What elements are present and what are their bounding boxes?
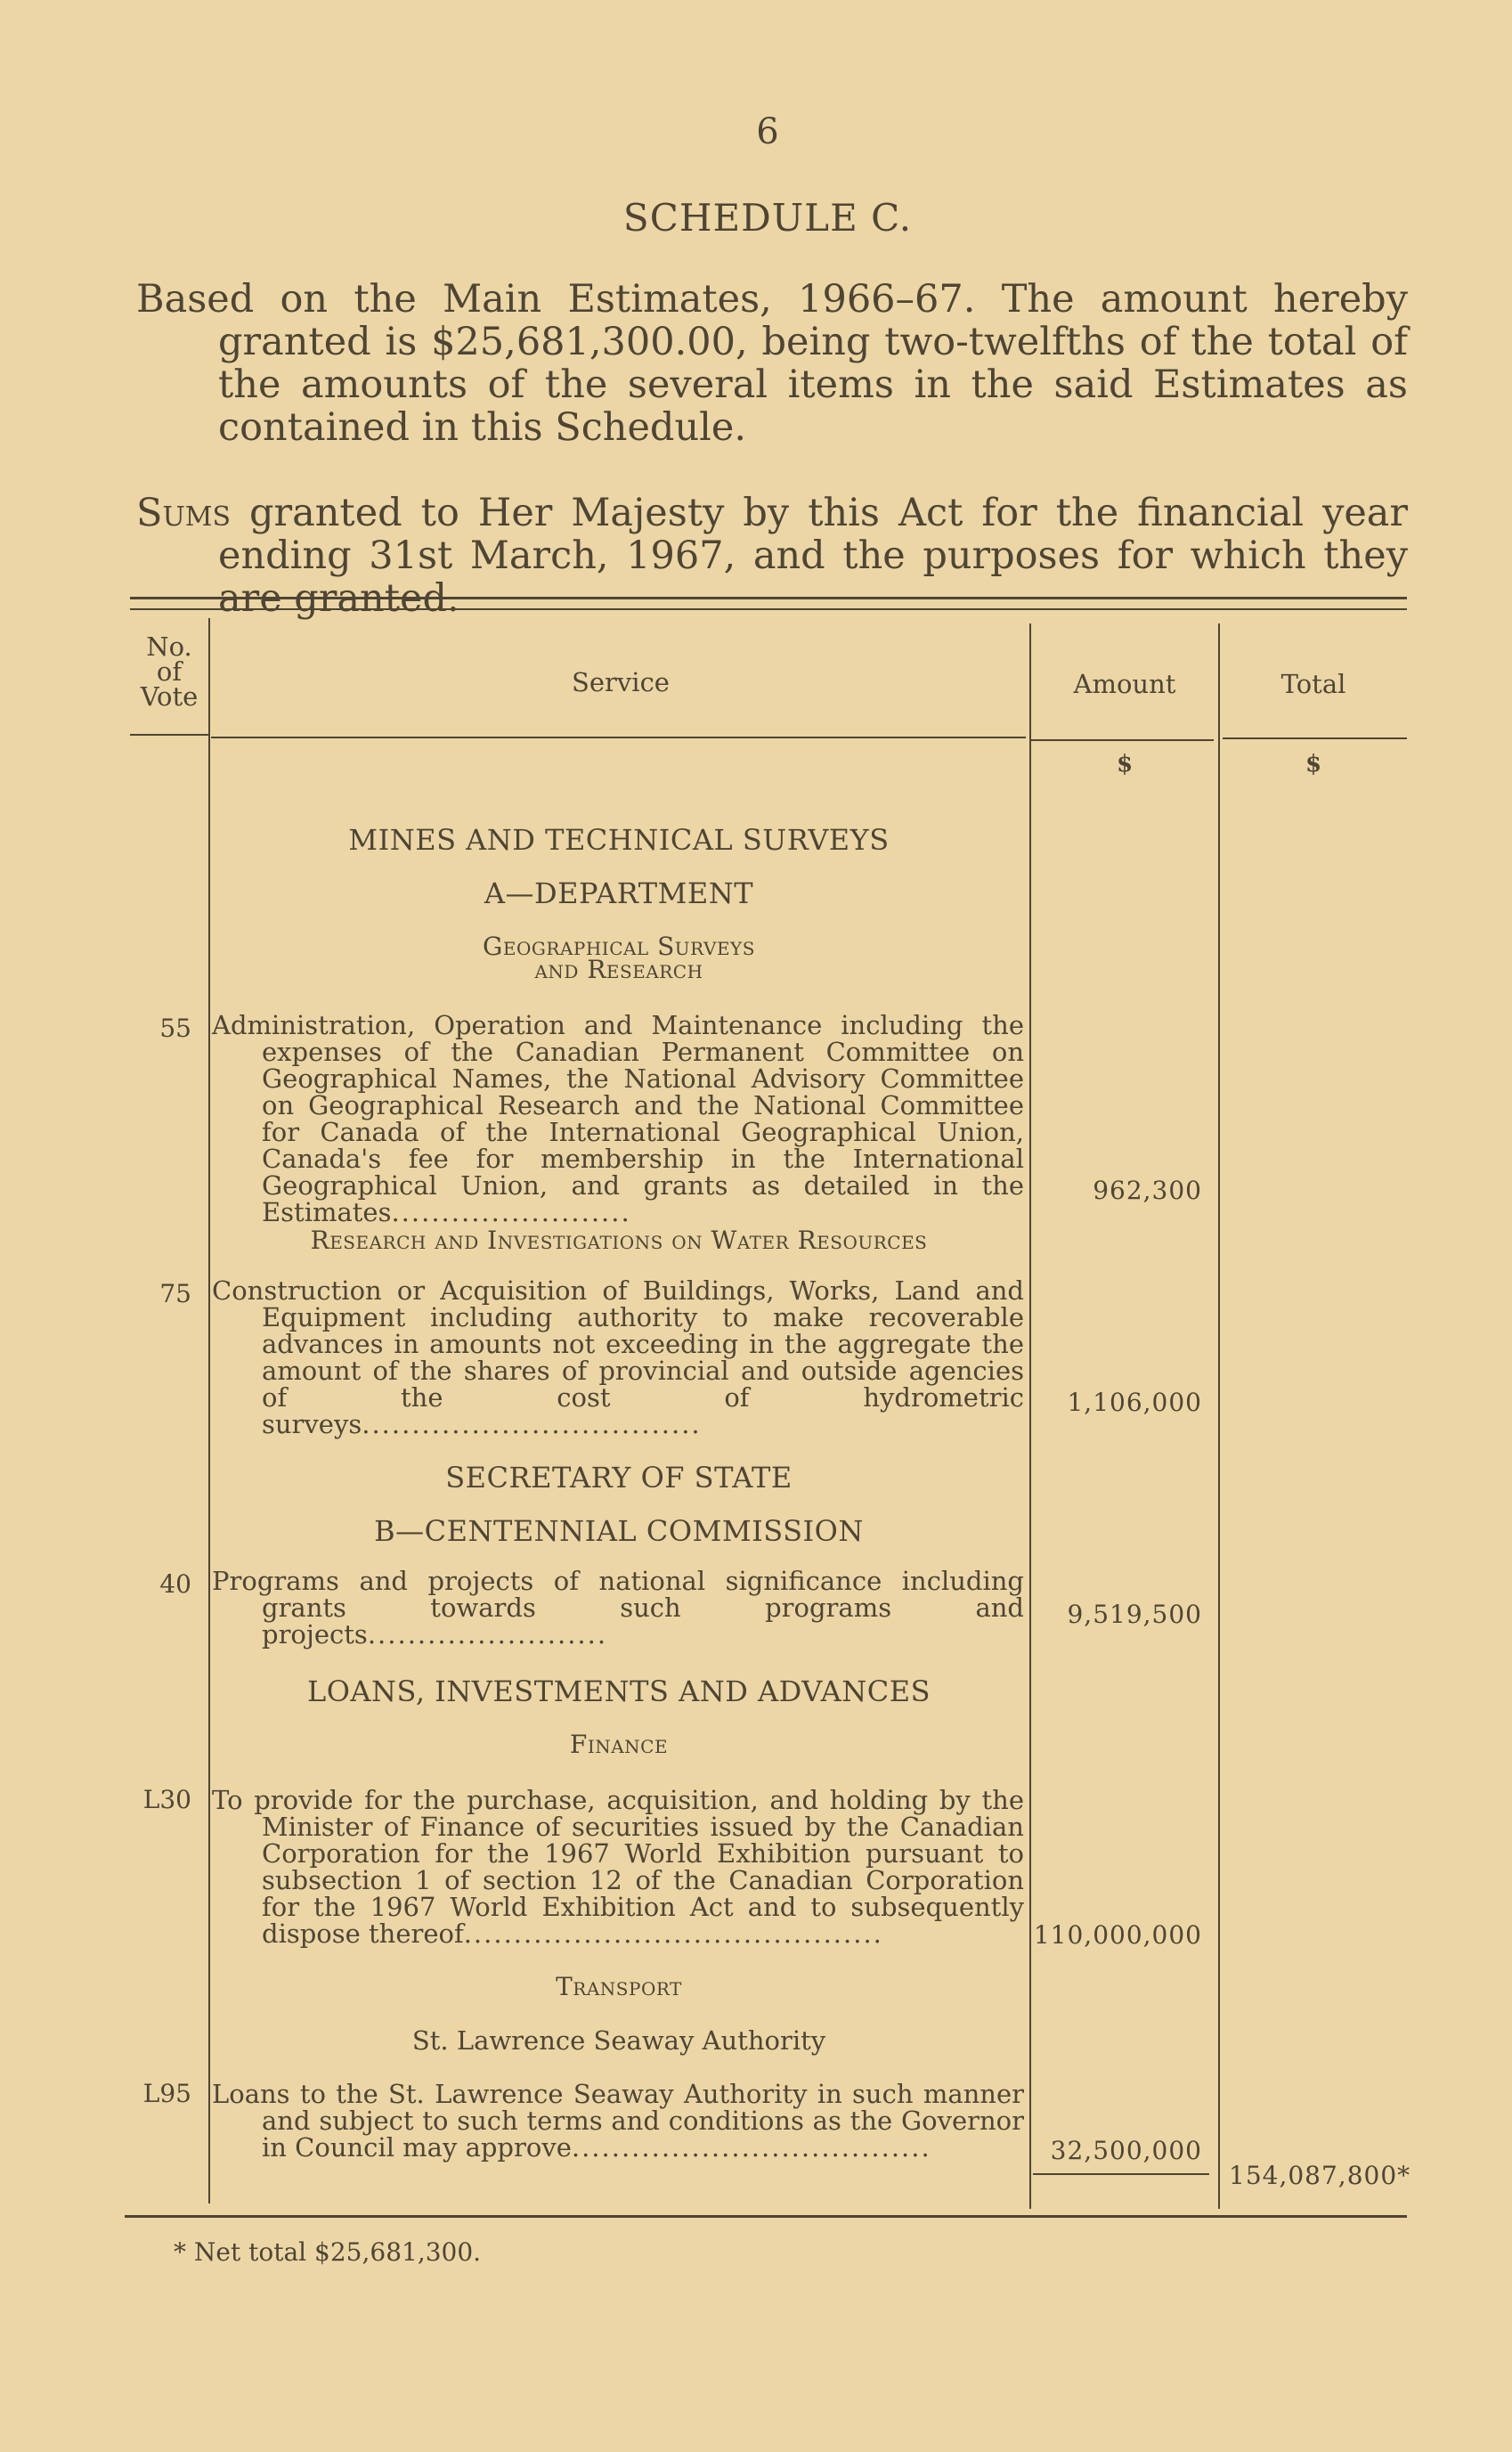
vote-header-line1: No. [146, 631, 192, 662]
column-header-amount: Amount [1073, 669, 1176, 699]
subsection-transport: Transport [556, 1972, 682, 2001]
column-header-service: Service [572, 667, 670, 697]
vote-description [212, 1568, 1024, 1648]
vote-amount: 32,500,000 [1050, 2136, 1202, 2165]
subsection-geographical [209, 932, 1028, 984]
vote-description-text: Loans to the St. Lawrence Seaway Authority in such manner and subject to such terms and conditions as the Governor in Council may approve [212, 2079, 1024, 2163]
vote-description-text: Administration, Operation and Maintenance including the expenses of the Canadian Permanent Committee on Geographical Names, the National Advisory Committee on Geographical Research and the National Committee for Canada of the International Geographical Union, Canada's fee for membership in the International Geographical Union, and grants as detailed in the Estimates [212, 1010, 1024, 1227]
sums-paragraph [136, 492, 1408, 620]
header-rule-total [1223, 737, 1407, 739]
leader-dots: ........................ [367, 1619, 608, 1650]
section-heading-department-a: A—DEPARTMENT [484, 876, 754, 910]
leader-dots: .......................................... [463, 1918, 883, 1949]
subsection-water-resources: Research and Investigations on Water Resources [310, 1226, 928, 1255]
vote-amount: 9,519,500 [1067, 1600, 1202, 1629]
sums-text [136, 491, 1408, 621]
column-header-vote [130, 631, 208, 712]
section-heading-mines: MINES AND TECHNICAL SURVEYS [348, 823, 890, 857]
section-heading-centennial: B—CENTENNIAL COMMISSION [374, 1514, 864, 1548]
leader-dots: .................................. [362, 1409, 702, 1439]
vote-description [212, 1012, 1024, 1226]
vote-number: L95 [142, 2079, 191, 2108]
vote-description [212, 2081, 1024, 2161]
subsection-seaway: St. Lawrence Seaway Authority [411, 2025, 826, 2056]
header-rule-vote [130, 734, 208, 736]
vote-number: 75 [159, 1279, 191, 1308]
vote-number: L30 [142, 1785, 191, 1814]
vote-description-text: Programs and projects of national significance including grants towards such programs and projects [212, 1566, 1024, 1650]
vote-amount: 1,106,000 [1067, 1388, 1202, 1417]
sums-rest: granted to Her Majesty by this Act for the financial year ending 31st March, 1967, and the purposes for which they are granted. [218, 491, 1408, 621]
leader-dots: ........................ [391, 1197, 631, 1227]
subsection-finance: Finance [569, 1730, 669, 1759]
vote-amount: 110,000,000 [1033, 1920, 1202, 1950]
amount-sum-rule [1033, 2173, 1209, 2175]
vote-number: 40 [159, 1569, 191, 1599]
section-heading-secretary: SECRETARY OF STATE [445, 1461, 793, 1495]
vote-description-text: To provide for the purchase, acquisition, and holding by the Minister of Finance of securities issued by the Canadian Corporation for the 1967 World Exhibition pursuant to subsection 1 of section 12 of the Canadian Corporation for the 1967 World Exhibition Act and to subsequently dispose thereof [212, 1785, 1024, 1949]
leader-dots: .................................... [571, 2132, 931, 2163]
vote-description-text: Construction or Acquisition of Buildings, Works, Land and Equipment including authority to make recoverable advances in amounts not exceeding in the aggregate the amount of the shares of provincial and outside agencies of the cost of hydrometric surveys [212, 1275, 1024, 1439]
table-top-rule-1 [130, 597, 1407, 599]
column-divider-amount [1029, 623, 1031, 2209]
intro-paragraph [136, 278, 1408, 449]
header-rule-amount [1031, 739, 1214, 741]
column-divider-total [1218, 623, 1220, 2209]
schedule-title: SCHEDULE C. [622, 196, 913, 240]
vote-description [212, 1277, 1024, 1438]
total-currency-symbol: $ [1305, 751, 1322, 778]
subsection-geographical-line1: Geographical Surveys [483, 932, 755, 961]
amount-currency-symbol: $ [1116, 751, 1134, 778]
table-top-rule-2 [130, 608, 1407, 610]
footnote: * Net total $25,681,300. [174, 2237, 482, 2267]
vote-header-line2: of [156, 656, 183, 687]
vote-number: 55 [159, 1014, 191, 1043]
subsection-geographical-line2: and Research [534, 955, 703, 984]
sums-first-word: Sums [136, 491, 232, 535]
vote-description [212, 1787, 1024, 1947]
section-heading-loans: LOANS, INVESTMENTS AND ADVANCES [306, 1674, 931, 1708]
vote-amount: 962,300 [1093, 1176, 1202, 1205]
table-bottom-rule [125, 2215, 1407, 2218]
page-number: 6 [756, 111, 779, 152]
column-header-total: Total [1280, 669, 1346, 699]
intro-text: Based on the Main Estimates, 1966–67. The amount hereby granted is $25,681,300.00, being two-twelfths of the total of the amounts of the several items in the said Estimates as contained in this Schedule. [136, 277, 1408, 450]
grand-total: 154,087,800* [1229, 2161, 1411, 2190]
vote-header-line3: Vote [140, 681, 199, 712]
header-rule-service [211, 737, 1026, 738]
